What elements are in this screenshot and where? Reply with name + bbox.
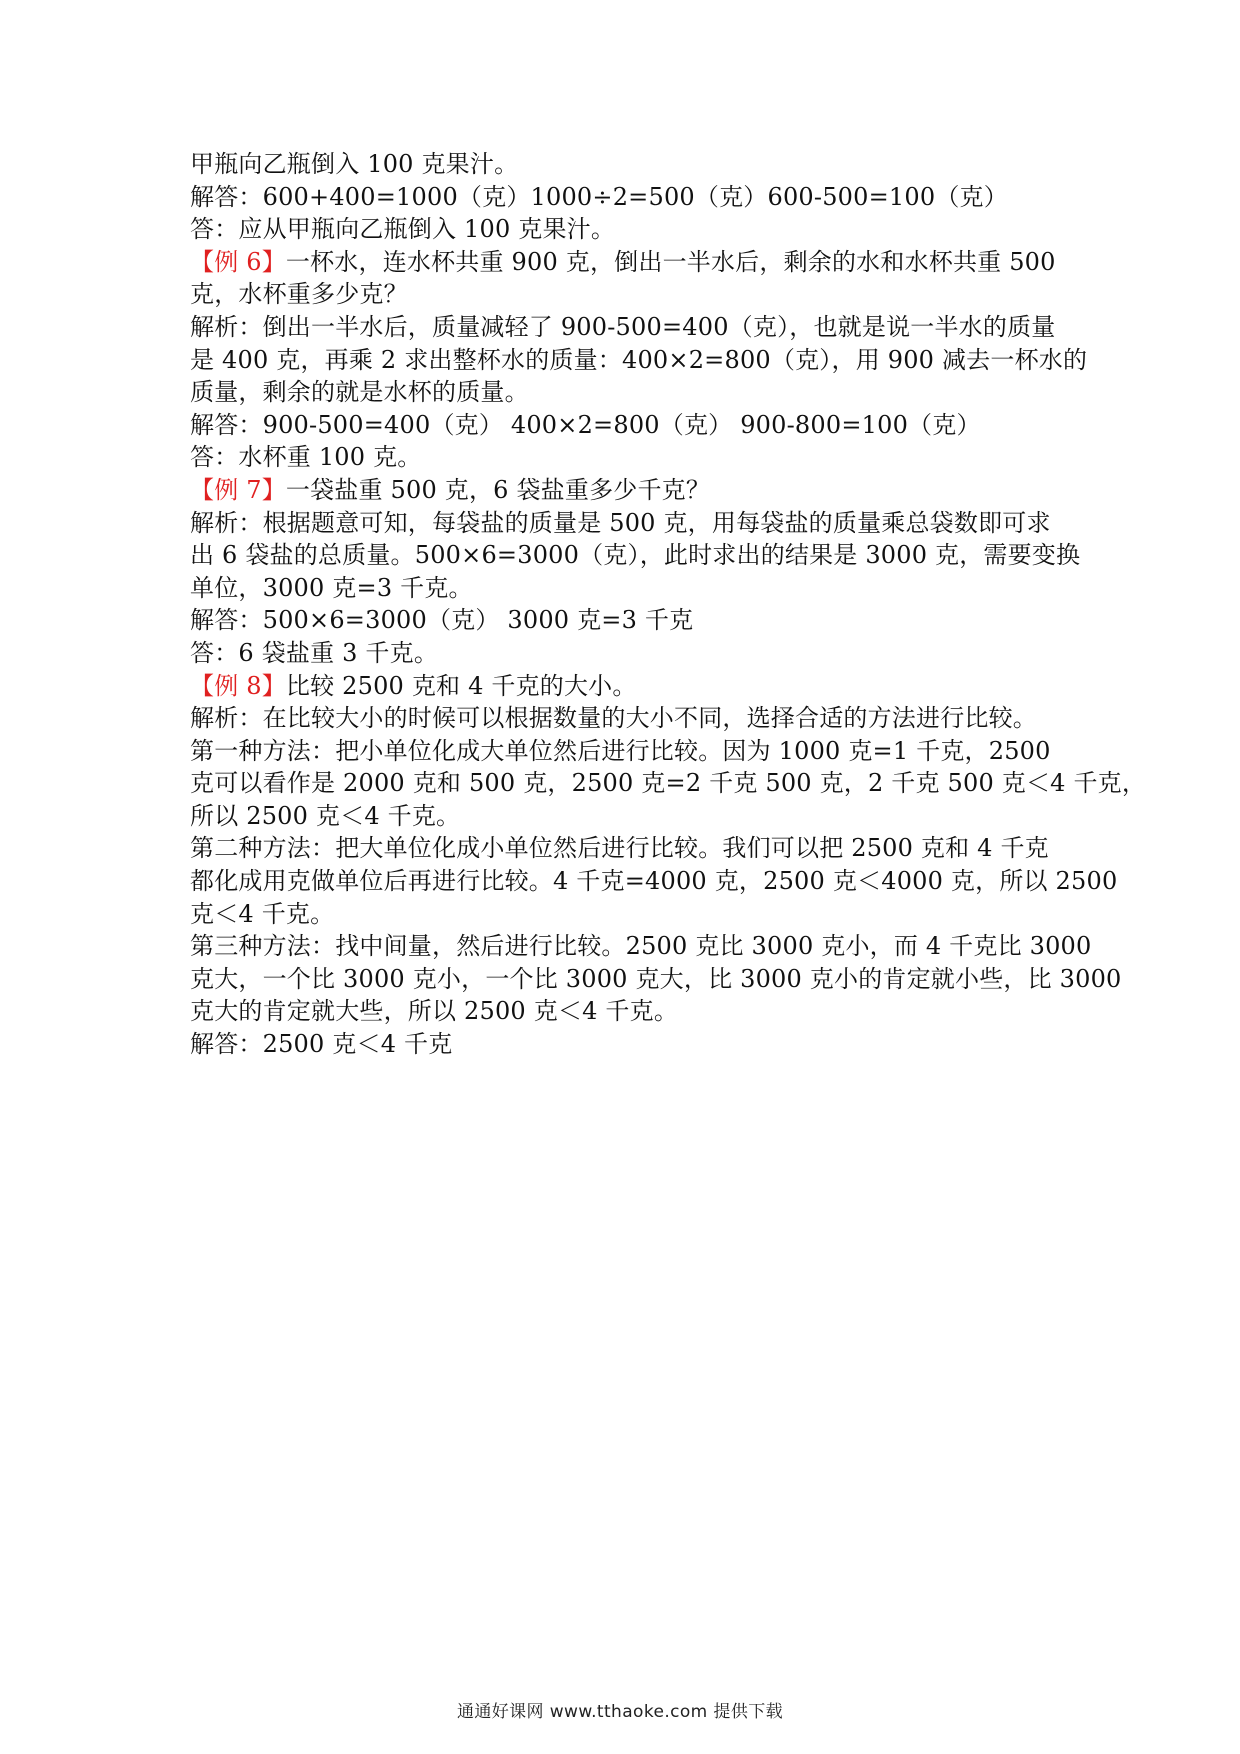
line-text: 解答：500×6=3000（克） 3000 克=3 千克 xyxy=(190,606,694,635)
page-footer: 通通好课网 www.tthaoke.com 提供下载 xyxy=(456,1702,784,1722)
text-line xyxy=(190,344,1088,377)
text-line xyxy=(190,539,1081,572)
line-text: 答：6 袋盐重 3 千克。 xyxy=(190,638,439,667)
line-text: 克大，一个比 3000 克小，一个比 3000 克大，比 3000 克小的肯定就小些，比 3000 xyxy=(190,964,1122,993)
example-question-line xyxy=(190,474,1070,507)
line-text: 第三种方法：找中间量，然后进行比较。2500 克比 3000 克小，而 4 千克比 3000 xyxy=(190,932,1092,961)
line-text: 是 400 克，再乘 2 求出整杯水的质量：400×2=800（克），用 900 减去一杯水的 xyxy=(190,345,1088,374)
line-text: 第一种方法：把小单位化成大单位然后进行比较。因为 1000 克=1 千克，2500 xyxy=(190,736,1051,765)
text-line xyxy=(190,832,1070,865)
example-question-line xyxy=(190,670,1070,703)
line-text: 解答：600+400=1000（克）1000÷2=500（克）600-500=100（克） xyxy=(190,182,1008,211)
text-line xyxy=(190,865,1118,898)
text-line xyxy=(190,898,1070,931)
text-line xyxy=(190,278,1070,311)
line-text: 解答：900-500=400（克） 400×2=800（克） 900-800=100（克） xyxy=(190,410,981,439)
line-text: 答：应从甲瓶向乙瓶倒入 100 克果汁。 xyxy=(190,215,616,244)
line-text: 克大的肯定就大些，所以 2500 克＜4 千克。 xyxy=(190,997,679,1026)
line-text: 一袋盐重 500 克，6 袋盐重多少千克？ xyxy=(285,475,711,504)
text-line xyxy=(190,963,1122,996)
line-text: 解析：在比较大小的时候可以根据数量的大小不同，选择合适的方法进行比较。 xyxy=(190,704,1037,733)
line-text: 解答：2500 克＜4 千克 xyxy=(190,1030,453,1059)
line-text: 解析：根据题意可知，每袋盐的质量是 500 克，用每袋盐的质量乘总袋数即可求 xyxy=(190,508,1051,537)
line-text: 第二种方法：把大单位化成小单位然后进行比较。我们可以把 2500 克和 4 千克 xyxy=(190,834,1049,863)
text-line xyxy=(190,507,1070,540)
text-line xyxy=(190,572,1070,605)
text-line xyxy=(190,767,1147,800)
line-text: 答：水杯重 100 克。 xyxy=(190,443,422,472)
line-text: 一杯水，连水杯共重 900 克，倒出一半水后，剩余的水和水杯共重 500 xyxy=(285,247,1056,276)
text-line xyxy=(190,148,1070,181)
example-question-line xyxy=(190,246,1070,279)
line-text: 甲瓶向乙瓶倒入 100 克果汁。 xyxy=(190,150,519,178)
line-text: 质量，剩余的就是水杯的质量。 xyxy=(190,378,529,407)
line-text: 比较 2500 克和 4 千克的大小。 xyxy=(285,671,637,700)
line-text: 所以 2500 克＜4 千克。 xyxy=(190,801,461,830)
text-line xyxy=(190,213,1070,246)
line-text: 出 6 袋盐的总质量。500×6=3000（克），此时求出的结果是 3000 克，需要变换 xyxy=(190,541,1081,570)
example-label: 【例 8】 xyxy=(190,671,286,700)
line-text: 克＜4 千克。 xyxy=(190,899,335,928)
text-line xyxy=(190,311,1070,344)
text-line xyxy=(190,376,1070,409)
text-line xyxy=(190,995,1070,1028)
text-line xyxy=(190,637,1070,670)
text-line xyxy=(190,702,1070,735)
text-line xyxy=(190,181,1070,214)
example-label: 【例 6】 xyxy=(190,247,286,276)
text-line xyxy=(190,604,1070,637)
example-label: 【例 7】 xyxy=(190,475,286,504)
line-text: 单位，3000 克=3 千克。 xyxy=(190,573,473,602)
text-line xyxy=(190,930,1092,963)
line-text: 克，水杯重多少克？ xyxy=(190,280,408,309)
text-line xyxy=(190,441,1070,474)
line-text: 克可以看作是 2000 克和 500 克，2500 克=2 千克 500 克，2 千克 500 克＜4 千克， xyxy=(190,769,1147,798)
line-text: 解析：倒出一半水后，质量减轻了 900-500=400（克），也就是说一半水的质量 xyxy=(190,312,1056,341)
line-text: 都化成用克做单位后再进行比较。4 千克=4000 克，2500 克＜4000 克，所以 2500 xyxy=(190,867,1118,896)
text-line xyxy=(190,409,1070,442)
text-line xyxy=(190,735,1070,768)
document-body xyxy=(190,148,1147,1061)
text-line xyxy=(190,800,1070,833)
text-line xyxy=(190,1028,1070,1061)
